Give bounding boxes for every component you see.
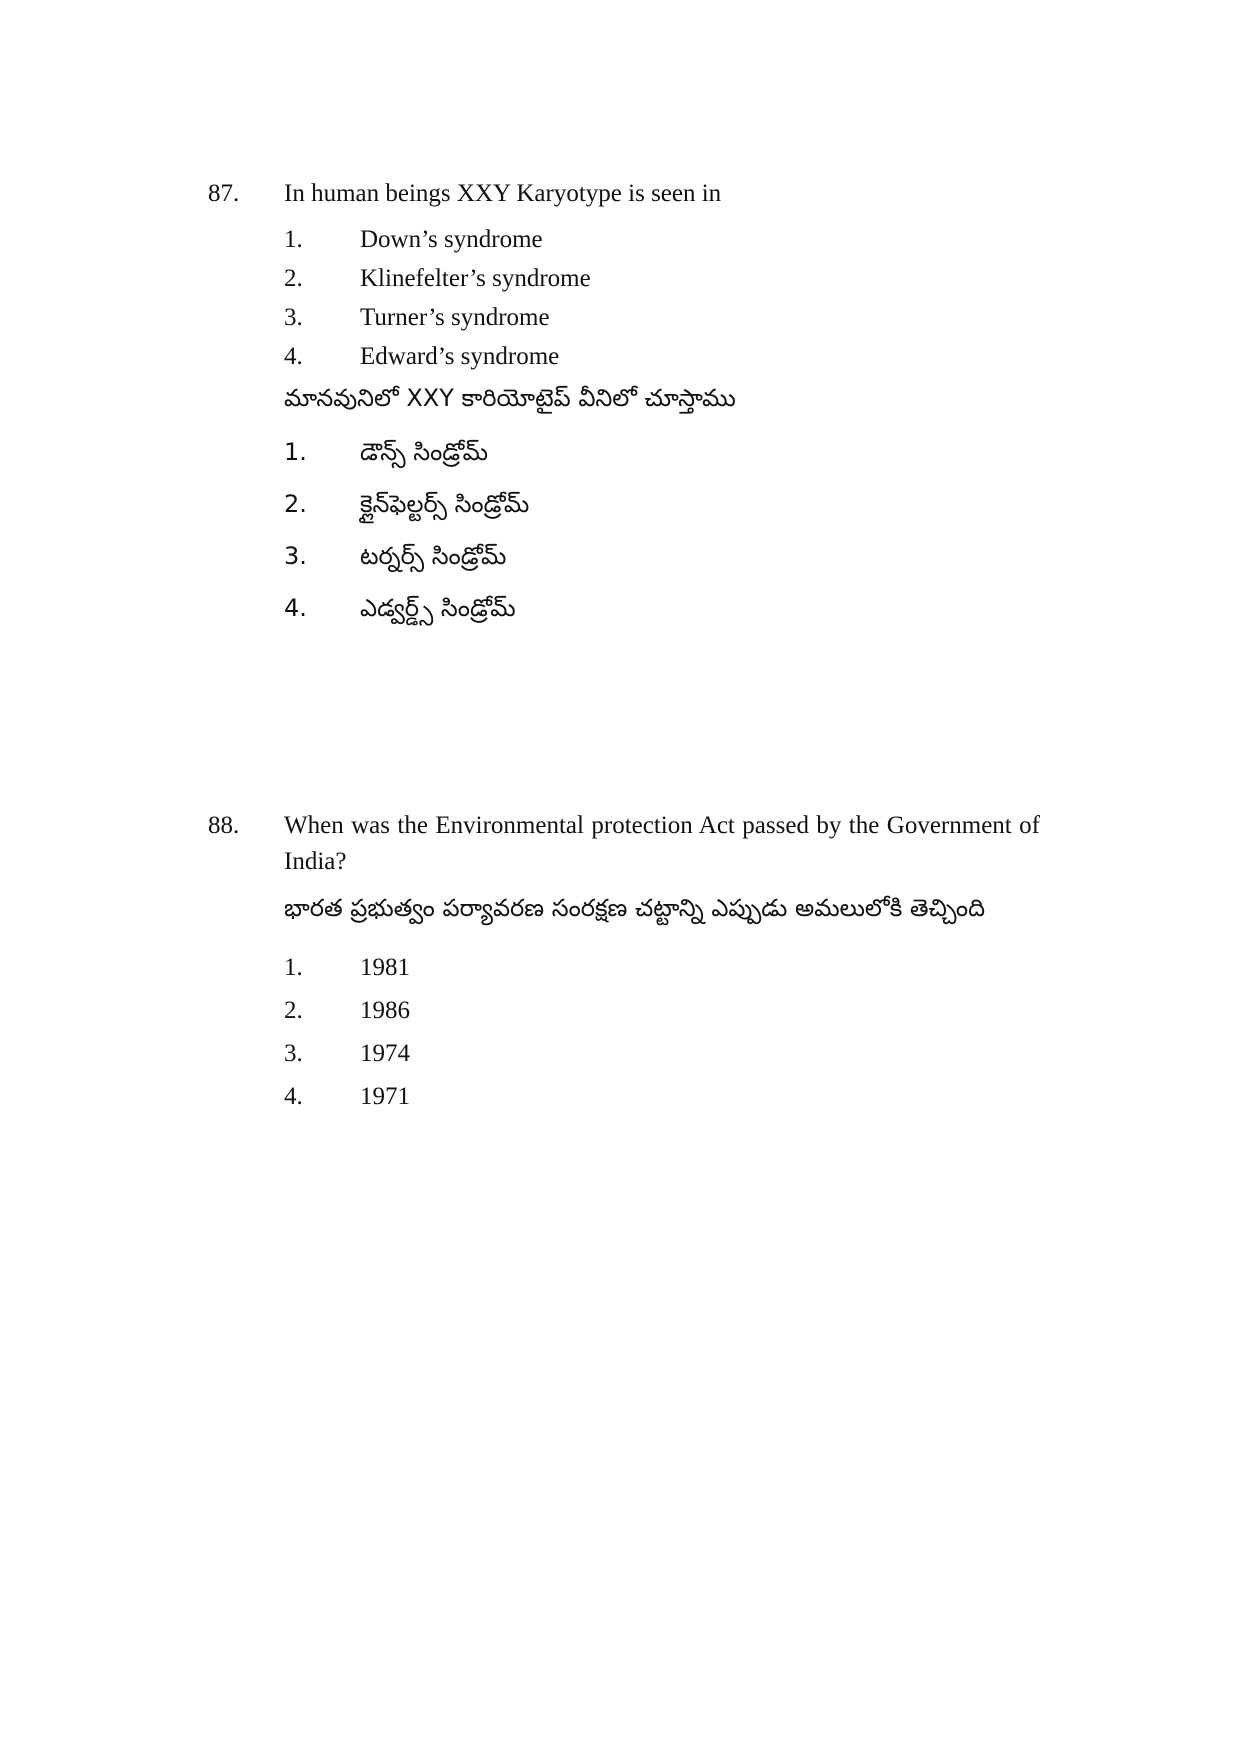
option-number: 2.: [284, 997, 303, 1024]
question-number: 87.: [208, 180, 240, 207]
option-number: 4.: [284, 594, 307, 622]
option-number: 1.: [284, 954, 303, 981]
option-text: 1974: [360, 1040, 410, 1067]
option-text: క్లైన్‌ఫెల్టర్స్ సిండ్రోమ్: [360, 490, 530, 518]
question-text-te: మానవునిలో XXY కారియోటైప్ వీనిలో చూస్తాము: [284, 384, 736, 412]
option-number: 3.: [284, 1040, 303, 1067]
option-1[interactable]: [284, 946, 1040, 989]
option-4[interactable]: [284, 1075, 1040, 1118]
option-text: ఎడ్వర్డ్స్ సిండ్రోమ్: [360, 594, 516, 622]
question-text-en: When was the Environmental protection Act passed by the Government of India?: [284, 812, 1040, 875]
question-88-header: [208, 808, 1040, 880]
option-text: డౌన్స్ సిండ్రోమ్: [360, 438, 489, 466]
option-1[interactable]: [284, 220, 1040, 259]
option-text: 1986: [360, 997, 410, 1024]
option-te-2[interactable]: [284, 478, 1040, 530]
question-88: [208, 808, 1040, 1118]
option-3[interactable]: [284, 298, 1040, 337]
option-text: Down’s syndrome: [360, 226, 543, 253]
option-number: 2.: [284, 490, 307, 518]
options: [284, 946, 1040, 1118]
option-number: 1.: [284, 226, 303, 253]
option-number: 3.: [284, 304, 303, 331]
option-number: 2.: [284, 265, 303, 292]
option-number: 4.: [284, 343, 303, 370]
option-number: 4.: [284, 1083, 303, 1110]
option-4[interactable]: [284, 337, 1040, 376]
option-number: 3.: [284, 542, 307, 570]
question-87-header: [208, 176, 1040, 212]
option-text: 1971: [360, 1083, 410, 1110]
options-te: [284, 426, 1040, 634]
option-3[interactable]: [284, 1032, 1040, 1075]
question-text-te: భారత ప్రభుత్వం పర్యావరణ సంరక్షణ చట్టాన్ని ఎప్పుడు అమలులోకి తెచ్చింది: [284, 894, 986, 922]
option-2[interactable]: [284, 989, 1040, 1032]
option-text: Turner’s syndrome: [360, 304, 550, 331]
option-te-3[interactable]: [284, 530, 1040, 582]
option-te-1[interactable]: [284, 426, 1040, 478]
options-en: [284, 220, 1040, 376]
option-text: Klinefelter’s syndrome: [360, 265, 591, 292]
question-87: [208, 176, 1040, 634]
option-text: 1981: [360, 954, 410, 981]
option-text: టర్నర్స్ సిండ్రోమ్: [360, 542, 507, 570]
question-number: 88.: [208, 812, 240, 839]
option-number: 1.: [284, 438, 307, 466]
option-te-4[interactable]: [284, 582, 1040, 634]
question-text-en: In human beings XXY Karyotype is seen in: [284, 180, 722, 207]
option-text: Edward’s syndrome: [360, 343, 560, 370]
option-2[interactable]: [284, 259, 1040, 298]
